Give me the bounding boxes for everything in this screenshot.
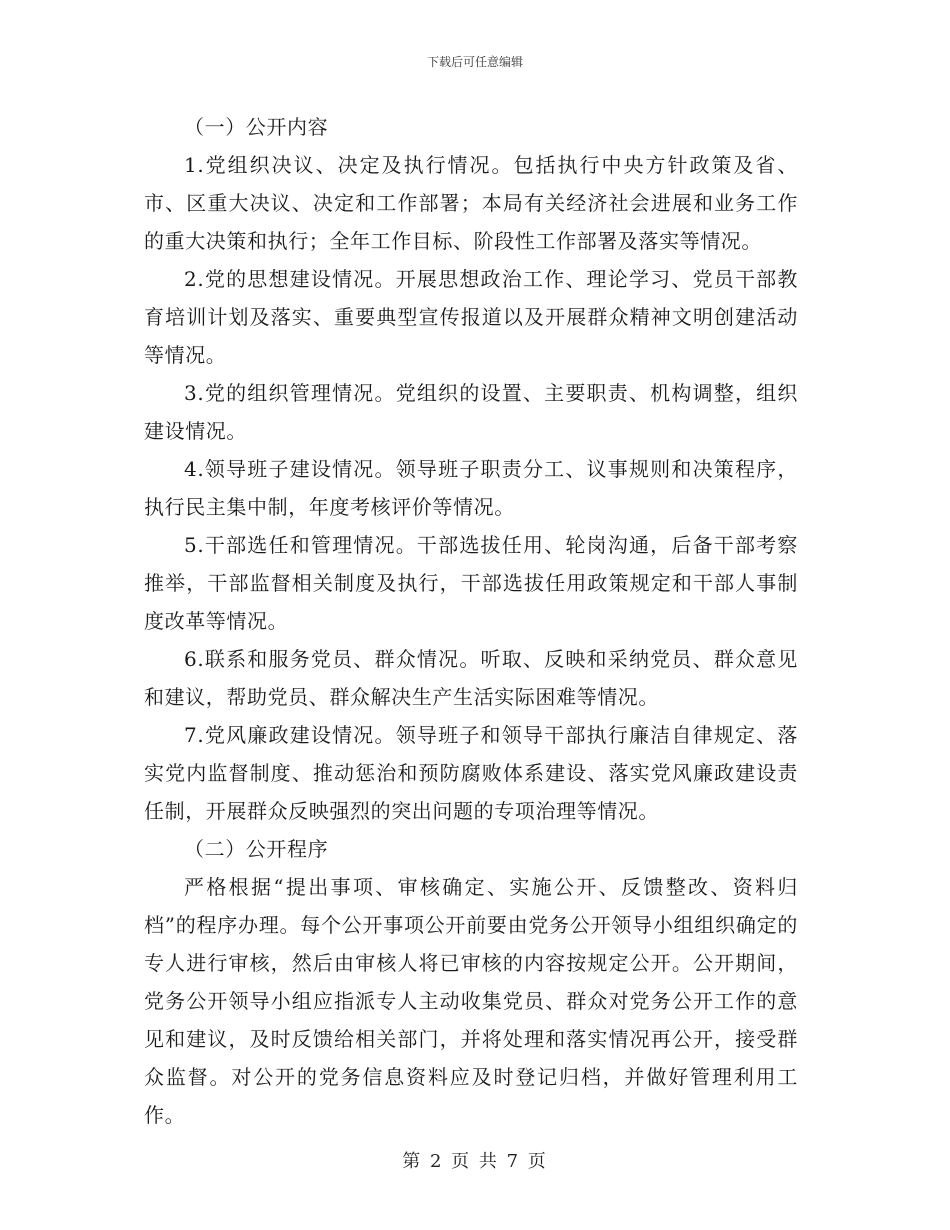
page-number: 第 2 页 共 7 页 — [402, 1151, 548, 1172]
paragraph-item-5: 5.干部选任和管理情况。干部选拔任用、轮岗沟通，后备干部考察推举，干部监督相关制度及执行，干部选拔任用政策规定和干部人事制度改革等情况。 — [144, 533, 798, 633]
section-heading-content: （一）公开内容 — [184, 115, 329, 139]
header-note: 下载后可任意编辑 — [426, 55, 523, 69]
paragraph-item-2: 2.党的思想建设情况。开展思想政治工作、理论学习、党员干部教育培训计划及落实、重要典型宣传报道以及开展群众精神文明创建活动等情况。 — [144, 267, 798, 367]
paragraph-item-4: 4.领导班子建设情况。领导班子职责分工、议事规则和决策程序，执行民主集中制，年度考核评价等情况。 — [144, 457, 798, 519]
paragraph-item-3: 3.党的组织管理情况。党组织的设置、主要职责、机构调整，组织建设情况。 — [144, 381, 798, 443]
section-heading-procedure: （二）公开程序 — [184, 837, 329, 861]
paragraph-item-7: 7.党风廉政建设情况。领导班子和领导干部执行廉洁自律规定、落实党内监督制度、推动惩治和预防腐败体系建设、落实党风廉政建设责任制，开展群众反映强烈的突出问题的专项治理等情况。 — [144, 723, 798, 823]
paragraph-procedure: 严格根据“提出事项、审核确定、实施公开、反馈整改、资料归档”的程序办理。每个公开事项公开前要由党务公开领导小组组织确定的专人进行审核，然后由审核人将已审核的内容按规定公开。公开期间，党务公开领导小组应指派专人主动收集党员、群众对党务公开工作的意见和建议，及时反馈给相关部门，并将处理和落实情况再公开，接受群众监督。对公开的党务信息资料应及时登记归档，并做好管理利用工作。 — [144, 875, 798, 1127]
paragraph-item-6: 6.联系和服务党员、群众情况。听取、反映和采纳党员、群众意见和建议，帮助党员、群众解决生产生活实际困难等情况。 — [144, 647, 798, 709]
paragraph-item-1: 1.党组织决议、决定及执行情况。包括执行中央方针政策及省、市、区重大决议、决定和工作部署；本局有关经济社会进展和业务工作的重大决策和执行；全年工作目标、阶段性工作部署及落实等情况。 — [144, 153, 798, 253]
document-body — [144, 108, 798, 1134]
